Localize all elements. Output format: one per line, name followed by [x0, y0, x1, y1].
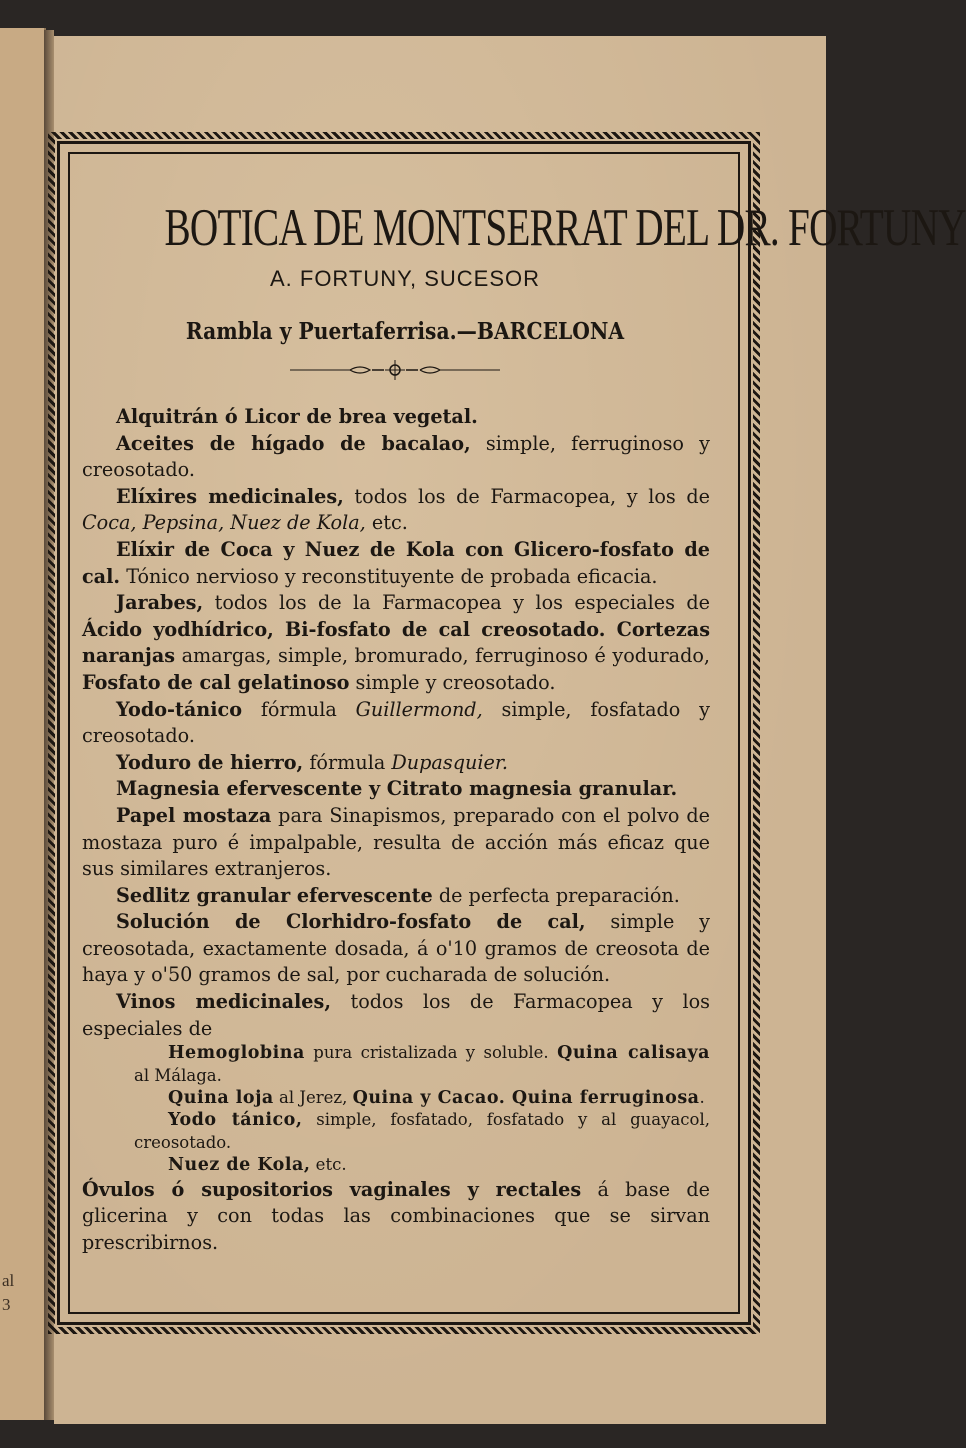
subtitle: A. FORTUNY, SUCESOR	[269, 266, 540, 291]
product-desc: amargas, simple, bromurado, ferruginoso é yodurado,	[175, 644, 710, 668]
product-name: Ácido yodhídrico, Bi-fosfato de cal creosotado. Cortezas naranjas	[82, 617, 710, 668]
product-desc: simple y creosotada, exactamente dosada, á o'10 gramos de creosota de haya y o'50 gramos de sal, por cucharada de solución.	[82, 910, 710, 987]
product-name: Fosfato de cal gelatinoso	[82, 670, 350, 694]
product-name: Aceites de hígado de bacalao,	[116, 431, 471, 455]
product-desc: todos los de Farmacopea y los especiales de	[82, 990, 710, 1040]
product-desc: etc.	[365, 511, 408, 535]
product-name: Magnesia efervescente y Citrato magnesia granular.	[116, 777, 678, 801]
wine-name: Nuez de Kola,	[168, 1155, 311, 1176]
page-title: BOTICA DE MONTSERRAT DEL DR. FORTUNY	[164, 199, 966, 257]
product-name: Elíxires medicinales,	[116, 484, 344, 508]
product-desc: de perfecta preparación.	[432, 883, 680, 907]
prev-page-fragment: al	[2, 1271, 15, 1290]
paragraph	[82, 404, 710, 431]
previous-page-edge	[0, 28, 46, 1420]
wine-name: Quina calisaya	[557, 1043, 710, 1064]
paragraph	[82, 750, 710, 777]
paragraph	[82, 1177, 710, 1257]
product-italic: Coca, Pepsina, Nuez de Kola,	[82, 511, 366, 535]
product-desc: simple y creosotado.	[349, 670, 556, 694]
product-desc: todos los de Farmacopea, y los de	[343, 484, 711, 508]
paragraph	[82, 537, 710, 590]
product-italic: Dupasquier.	[391, 750, 508, 774]
product-desc: fórmula	[303, 750, 392, 774]
product-italic: Guillermond,	[355, 697, 483, 721]
paragraph	[82, 803, 710, 883]
wine-name: Yodo tánico,	[168, 1110, 303, 1131]
product-name: Óvulos ó supositorios vaginales y rectales	[82, 1177, 582, 1201]
paragraph	[82, 590, 710, 696]
product-name: Sedlitz granular efervescente	[116, 883, 433, 907]
paragraph	[82, 776, 710, 803]
wine-name: Quina y Cacao. Quina ferruginosa	[352, 1088, 700, 1109]
address: Rambla y Puertaferrisa.—BARCELONA	[185, 318, 625, 345]
product-desc: Tónico nervioso y reconstituyente de probada eficacia.	[120, 564, 658, 588]
wine-desc: pura cristalizada y soluble.	[304, 1043, 558, 1063]
paragraph	[82, 909, 710, 989]
wine-desc: etc.	[310, 1155, 347, 1175]
wine-entry	[82, 1042, 710, 1087]
wine-entry	[82, 1087, 710, 1109]
product-desc: para Sinapismos, preparado con el polvo de mostaza puro é impalpable, resulta de acción más eficaz que sus similares extranjeros.	[82, 803, 710, 881]
product-name: Jarabes,	[116, 591, 204, 615]
product-name: Papel mostaza	[116, 803, 272, 827]
wine-desc: al Jerez,	[273, 1088, 353, 1108]
product-name: Solución de Clorhidro-fosfato de cal,	[116, 910, 586, 934]
product-list	[82, 404, 710, 1256]
product-desc: simple, fosfatado y creosotado.	[82, 697, 710, 748]
product-name: Vinos medicinales,	[116, 990, 331, 1014]
wine-desc: al Málaga.	[134, 1065, 222, 1085]
wine-entry	[82, 1109, 710, 1154]
wine-desc: simple, fosfatado, fosfatado y al guayacol, creosotado.	[134, 1110, 710, 1152]
product-desc: todos los de la Farmacopea y los especiales de	[203, 591, 710, 615]
paragraph	[82, 431, 710, 484]
paragraph	[82, 883, 710, 910]
product-desc: simple, ferruginoso y creosotado.	[82, 431, 710, 482]
wine-name: Quina loja	[168, 1088, 274, 1109]
prev-page-fragment: 3	[2, 1295, 11, 1314]
product-desc: á base de glicerina y con todas las combinaciones que se sirvan prescribirnos.	[82, 1177, 710, 1254]
product-name: Alquitrán ó Licor de brea vegetal.	[116, 405, 478, 428]
product-name: Yodo-tánico	[116, 697, 243, 721]
paragraph	[82, 697, 710, 750]
wine-entry	[82, 1154, 710, 1176]
wine-desc: .	[699, 1088, 705, 1108]
wine-name: Hemoglobina	[168, 1043, 305, 1064]
paragraph	[82, 484, 710, 537]
product-name: Yoduro de hierro,	[116, 750, 304, 774]
product-name: Elíxir de Coca y Nuez de Kola con Glicero-fosfato de cal.	[82, 537, 710, 588]
ornament-divider-icon	[290, 360, 500, 380]
paragraph	[82, 989, 710, 1042]
product-desc: fórmula	[242, 697, 356, 721]
